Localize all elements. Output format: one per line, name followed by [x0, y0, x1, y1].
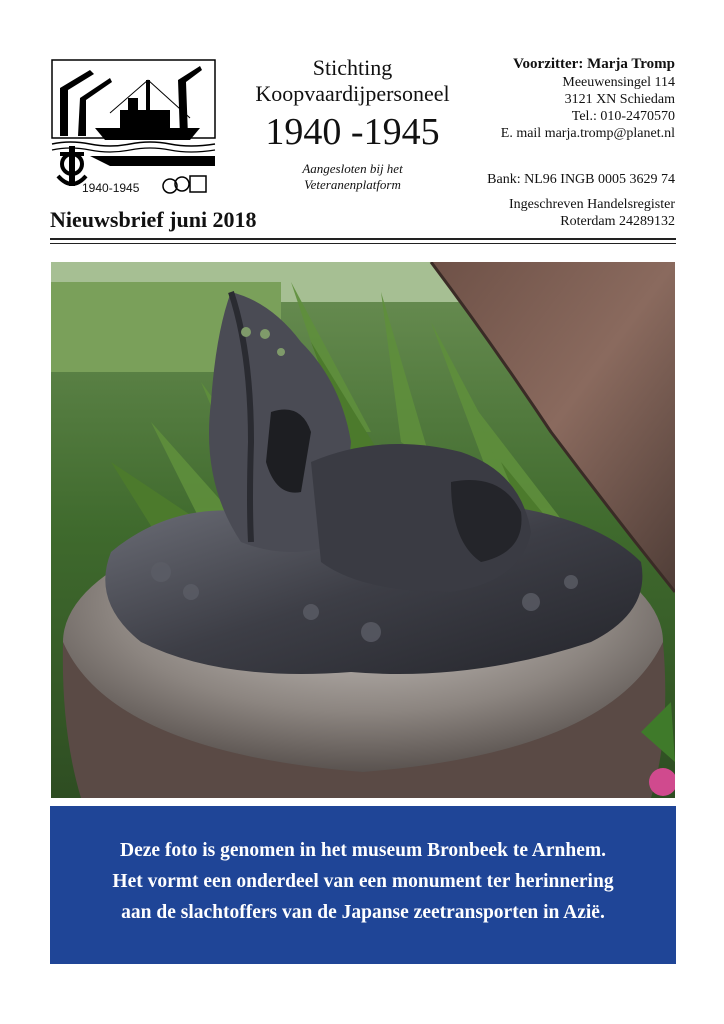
title-line-stichting: Stichting [312, 55, 393, 80]
header-divider [50, 238, 676, 240]
title-line-name: Koopvaardijpersoneel [255, 81, 450, 106]
email-address: E. mail marja.tromp@planet.nl [500, 126, 675, 141]
register-line-1: Ingeschreven Handelsregister [509, 197, 675, 212]
affiliation-line-2: Veteranenplatform [304, 177, 401, 192]
logo-illustration [50, 58, 217, 198]
caption-line-3: aan de slachtoffers van de Japanse zeetransporten in Azië. [121, 902, 605, 923]
caption-line-1: Deze foto is genomen in het museum Bronbeek te Arnhem. [119, 840, 606, 861]
address-street: Meeuwensingel 114 [562, 75, 675, 90]
title-years: 1940 -1945 [265, 111, 440, 153]
chair-name: Voorzitter: Marja Tromp [513, 56, 675, 72]
photo-caption-box [50, 806, 676, 964]
caption-line-2: Het vormt een onderdeel van een monument ter herinnering [112, 871, 614, 892]
bank-account: Bank: NL96 INGB 0005 3629 74 [487, 172, 675, 187]
address-city: 3121 XN Schiedam [564, 92, 675, 107]
monument-photo [51, 262, 675, 798]
logo-year-label: 1940-1945 [82, 181, 140, 195]
title-block [240, 55, 465, 193]
phone-number: Tel.: 010-2470570 [571, 109, 675, 124]
monument-image [51, 262, 675, 798]
header-divider-thin [50, 243, 676, 244]
affiliation-line-1: Aangesloten bij het [302, 161, 403, 176]
newsletter-issue: Nieuwsbrief juni 2018 [50, 207, 257, 232]
foundation-logo [50, 58, 217, 198]
register-line-2: Roterdam 24289132 [560, 214, 675, 229]
contact-block [435, 56, 675, 142]
register-block [435, 196, 675, 230]
